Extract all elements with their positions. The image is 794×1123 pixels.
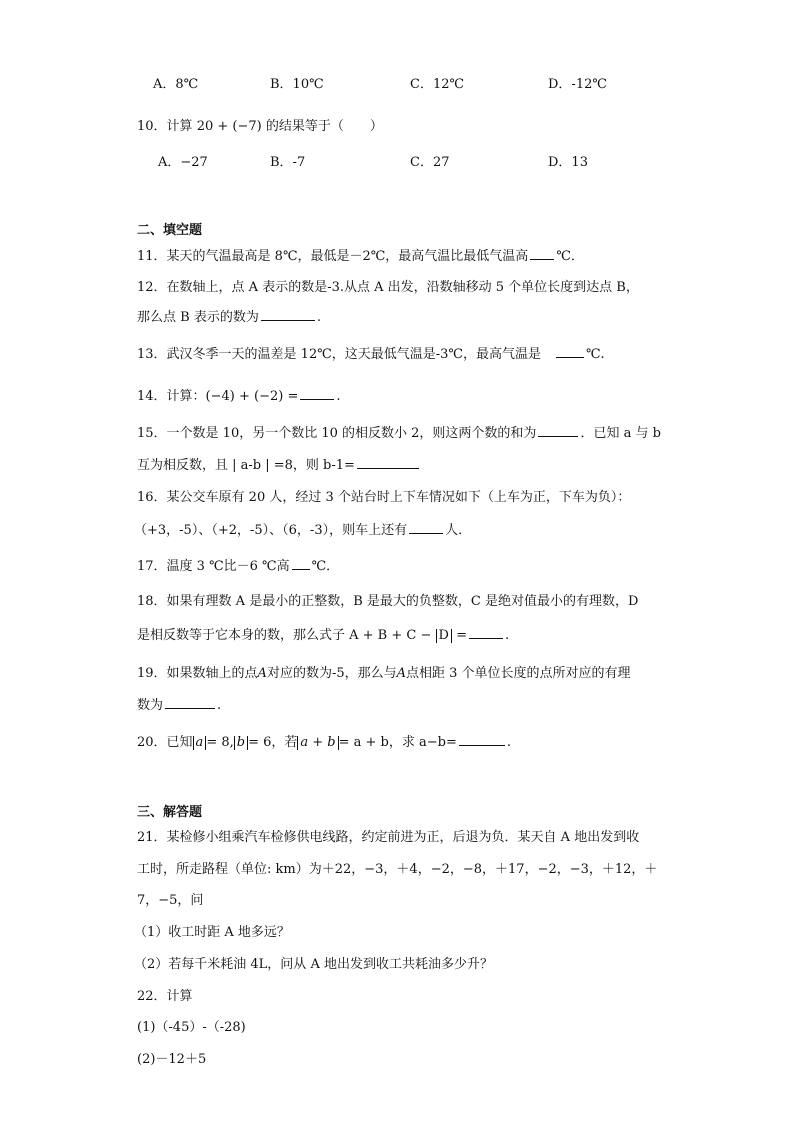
answer-blank [409,521,443,534]
q18-period: . [505,628,510,643]
q10-expression: 20 + (−7) [196,119,262,134]
option-a: A．−27 [158,155,208,170]
question-21-sub2: （2）若每千米耗油 4L，问从 A 地出发到收工共耗油多少升？ [134,957,493,972]
question-21-line1: 21．某检修小组乘汽车检修供电线路，约定前进为正，后退为负．某天自 A 地出发到收 [137,830,640,845]
answer-blank [538,424,578,437]
section-title-answer: 三、解答题 [137,805,203,820]
q20-eq2: = 6，若 [248,735,298,750]
q14-expression: (−4) + (−2) = [205,389,299,404]
answer-blank [530,247,554,260]
q20-text: 20．已知 [137,735,193,750]
answer-blank [556,345,584,358]
q11-unit: ℃． [556,249,584,264]
section-title-fill-in: 二、填空题 [137,223,203,238]
question-11 [137,245,584,264]
q19-period: . [217,698,222,713]
q12-period: . [316,310,321,325]
answer-blank [459,733,505,746]
option-c: C．12℃ [410,77,465,92]
q14-period: . [336,389,341,404]
question-16-line2 [134,519,471,538]
q19-text-c: 点相距 3 个单位长度的点所对应的有理 [406,666,631,681]
answer-blank [357,456,419,469]
q19-text: 19．如果数轴上的点 [137,666,258,681]
option-c: C．27 [410,155,450,170]
absolute-value-a: a [193,736,207,750]
point-a-var: A [396,666,406,681]
question-19-line1 [137,662,631,681]
q11-text: 11．某天的气温最高是 8℃，最低是－2℃，最高气温比最低气温高 [137,249,529,264]
option-a: A．8℃ [153,77,199,92]
q15-text-cont: ．已知 a 与 b [580,426,661,441]
q9-options [0,73,794,93]
question-15-line1 [137,422,661,441]
q16-text: （+3，-5）、（+2，-5）、（6，-3），则车上还有 [134,523,408,538]
q15-text: 15．一个数是 10，另一个数比 10 的相反数小 2，则这两个数的和为 [137,426,537,441]
point-a-var: A [257,666,267,681]
question-19-line2 [137,694,221,713]
q15-text2: 互为相反数，且 | a-b | =8，则 b-1= [137,458,355,473]
question-17 [137,555,339,574]
question-21-sub1: （1）收工时距 A 地多远？ [134,925,290,940]
question-16-line1: 16．某公交车原有 20 人，经过 3 个站台时上下车情况如下（上车为正，下车为负）： [137,490,631,505]
absolute-value-b: b [234,736,248,750]
question-15-line2 [137,454,421,473]
absolute-value-a-plus-b: a + b [297,736,338,750]
q18-equals: = [456,628,467,643]
question-12-line1: 12．在数轴上，点 A 表示的数是-3.从点 A 出发，沿数轴移动 5 个单位长度到达点 B， [137,280,639,295]
q13-unit: ℃. [585,347,605,362]
q20-eq1: = 8, [206,735,234,750]
question-20 [137,731,511,750]
question-12-line2 [137,306,321,325]
q20-eq3: = a + b，求 a−b= [338,735,457,750]
answer-blank [261,308,315,321]
q10-suffix: 的结果等于（ ） [265,119,383,134]
question-22-sub2: (2)－12＋5 [137,1052,207,1067]
question-21-line2: 工时，所走路程（单位: km）为＋22，−3，＋4，−2，−8，＋17，−2，−3，＋12，＋ [137,862,658,877]
q17-unit: ℃． [311,559,340,574]
option-d: D．-12℃ [548,77,607,92]
q14-text: 14．计算： [137,389,206,404]
q18-text: 是相反数等于它本身的数，那么式子 A + B + C − [137,628,432,643]
q10-prefix: 10．计算 [137,119,193,134]
q19-text2: 数为 [137,698,164,713]
question-18-line2 [137,624,509,643]
q17-text: 17．温度 3 ℃比－6 ℃高 [137,559,290,574]
q10-options [0,151,794,171]
answer-blank [469,626,503,639]
q20-period: . [506,735,511,750]
question-21-line3: 7，−5，问 [137,893,204,908]
q12-text: 那么点 B 表示的数为 [137,310,259,325]
absolute-value-d: D [436,629,452,643]
answer-blank [300,387,334,400]
q13-text: 13．武汉冬季一天的温差是 12℃，这天最低气温是-3℃，最高气温是 [137,347,541,362]
question-10 [137,115,383,134]
q16-unit: 人． [445,523,472,538]
question-13 [137,343,605,362]
answer-blank [292,557,310,570]
q19-text-b: 对应的数为-5，那么与 [266,666,397,681]
question-22-sub1: (1)（-45）-（-28) [137,1020,246,1035]
question-18-line1: 18．如果有理数 A 是最小的正整数，B 是最大的负整数，C 是绝对值最小的有理数，D [137,594,639,609]
option-b: B．-7 [270,155,306,170]
question-14 [137,385,340,404]
option-d: D．13 [548,155,588,170]
question-22-title: 22．计算 [137,989,193,1004]
option-b: B．10℃ [270,77,324,92]
answer-blank [165,696,215,709]
